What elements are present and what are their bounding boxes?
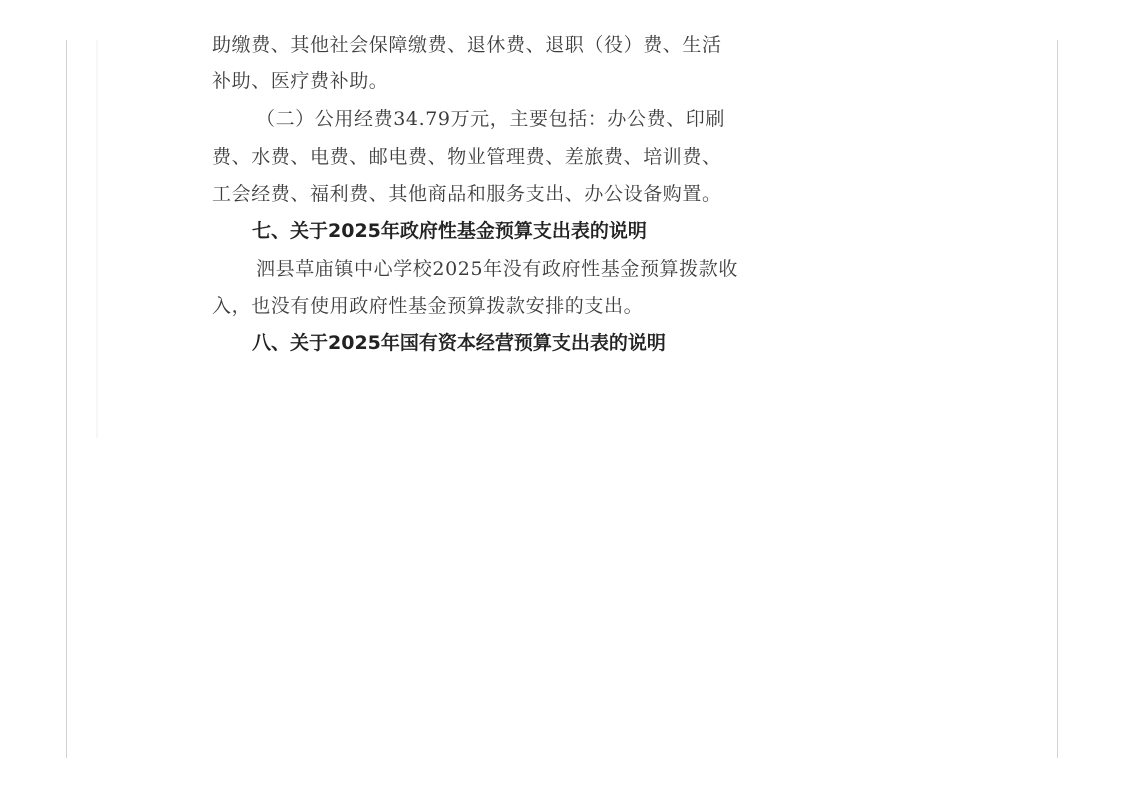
paragraph-line: 泗县草庙镇中心学校2025年没有政府性基金预算拨款收: [256, 258, 738, 280]
section-heading-7: 七、关于2025年政府性基金预算支出表的说明: [252, 220, 647, 242]
paragraph-line: 工会经费、福利费、其他商品和服务支出、办公设备购置。: [212, 183, 722, 205]
paragraph-line: （二）公用经费34.79万元，主要包括：办公费、印刷: [256, 108, 725, 130]
paragraph-line: 助缴费、其他社会保障缴费、退休费、退职（役）费、生活: [212, 34, 722, 56]
paragraph-line: 入，也没有使用政府性基金预算拨款安排的支出。: [212, 295, 644, 317]
page-border-left: [66, 40, 67, 758]
paragraph-line: 费、水费、电费、邮电费、物业管理费、差旅费、培训费、: [212, 146, 722, 168]
page-border-right: [1057, 40, 1058, 758]
paragraph-line: 补助、医疗费补助。: [212, 70, 389, 92]
section-heading-8: 八、关于2025年国有资本经营预算支出表的说明: [252, 332, 666, 354]
page-inner-edge: [96, 40, 99, 438]
